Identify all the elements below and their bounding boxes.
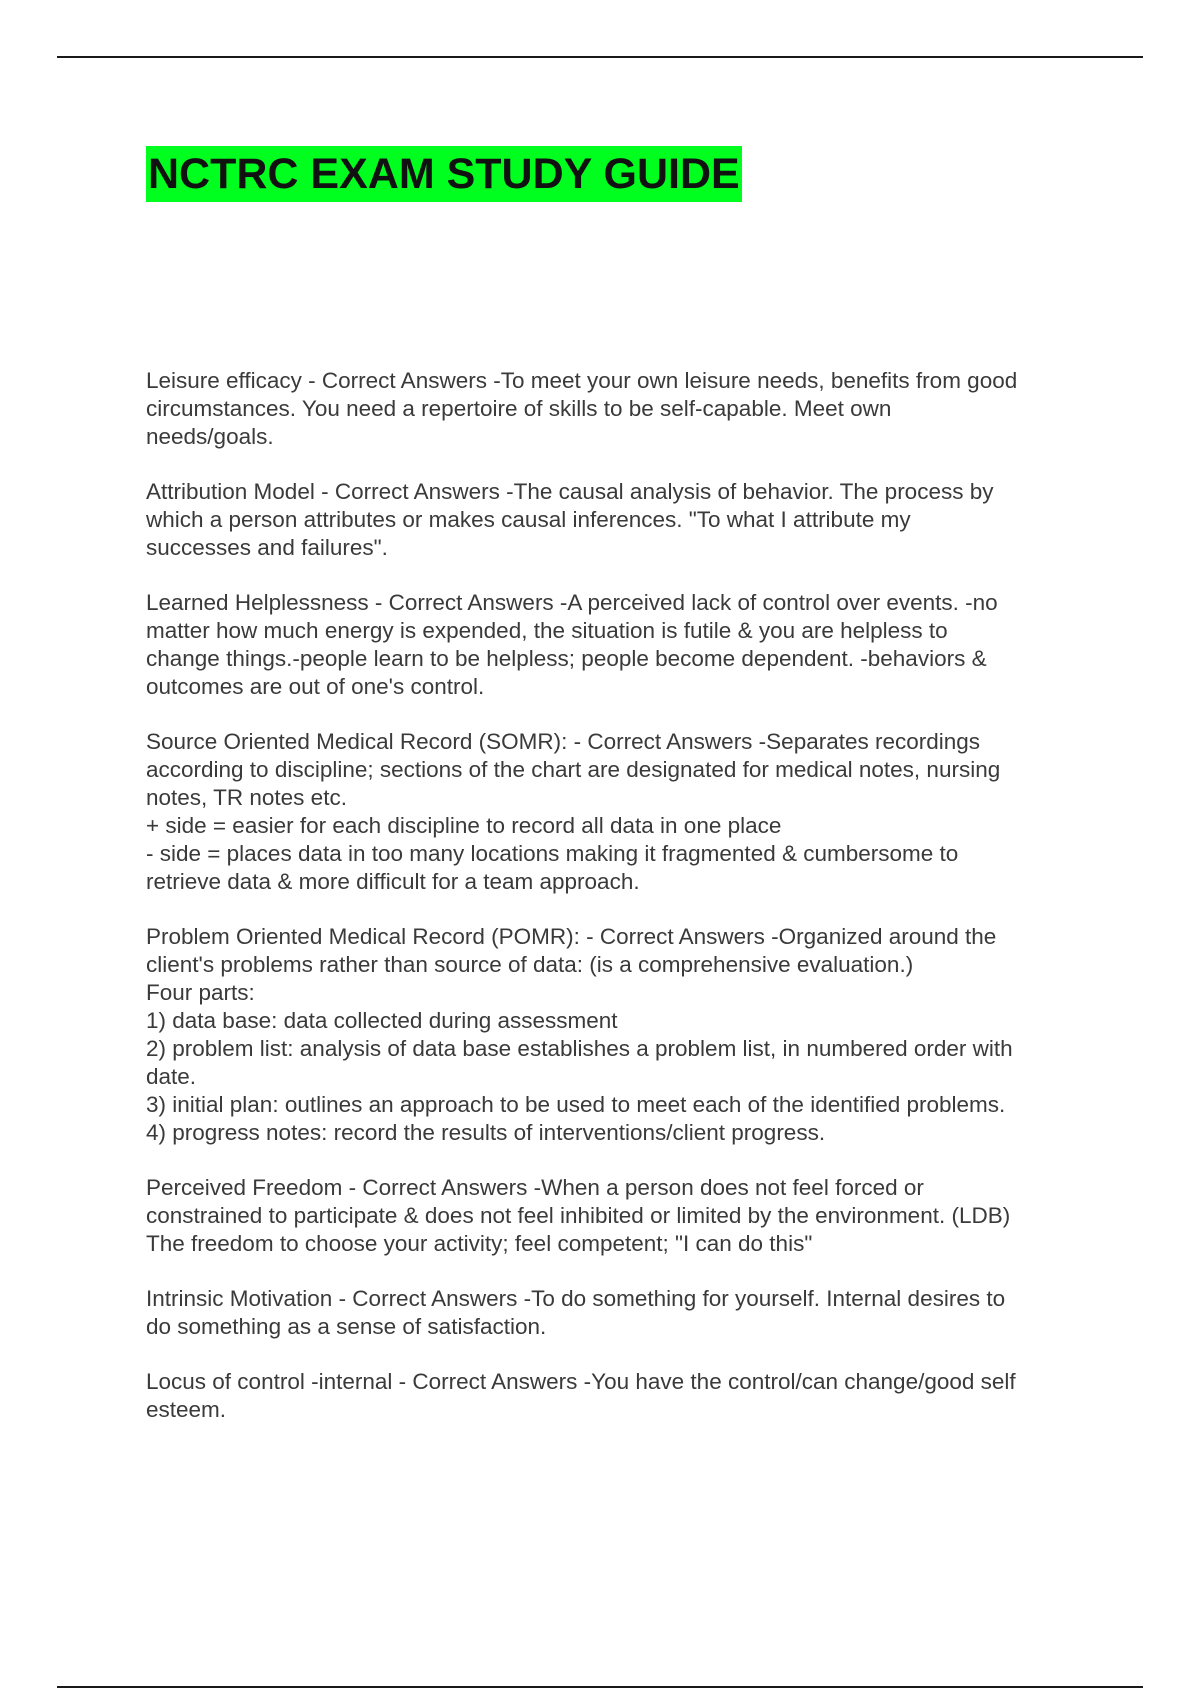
entry-line: which a person attributes or makes causal inferences. "To what I attribute my bbox=[146, 507, 911, 532]
study-entry bbox=[146, 1285, 1096, 1341]
study-entry bbox=[146, 923, 1096, 1147]
study-entry bbox=[146, 728, 1096, 896]
entry-line: date. bbox=[146, 1064, 197, 1089]
entry-line: Locus of control -internal - Correct Answers -You have the control/can change/good self bbox=[146, 1369, 1016, 1394]
study-entry bbox=[146, 478, 1096, 562]
entry-line: 4) progress notes: record the results of interventions/client progress. bbox=[146, 1120, 826, 1145]
study-entry bbox=[146, 1368, 1096, 1424]
page-title: NCTRC EXAM STUDY GUIDE bbox=[146, 146, 742, 202]
entry-line: 2) problem list: analysis of data base establishes a problem list, in numbered order with bbox=[146, 1036, 1013, 1061]
entry-line: 1) data base: data collected during assessment bbox=[146, 1008, 618, 1033]
entry-line: do something as a sense of satisfaction. bbox=[146, 1314, 547, 1339]
study-entry bbox=[146, 1174, 1096, 1258]
entry-line: Problem Oriented Medical Record (POMR): - Correct Answers -Organized around the bbox=[146, 924, 997, 949]
study-guide-entries bbox=[146, 367, 1096, 1451]
entry-line: circumstances. You need a repertoire of skills to be self-capable. Meet own bbox=[146, 396, 892, 421]
entry-line: outcomes are out of one's control. bbox=[146, 674, 485, 699]
entry-line: The freedom to choose your activity; feel competent; "I can do this" bbox=[146, 1231, 813, 1256]
entry-line: according to discipline; sections of the chart are designated for medical notes, nursing bbox=[146, 757, 1001, 782]
entry-line: successes and failures". bbox=[146, 535, 388, 560]
entry-line: client's problems rather than source of data: (is a comprehensive evaluation.) bbox=[146, 952, 914, 977]
study-entry bbox=[146, 367, 1096, 451]
entry-line: esteem. bbox=[146, 1397, 227, 1422]
entry-line: Leisure efficacy - Correct Answers -To meet your own leisure needs, benefits from good bbox=[146, 368, 1018, 393]
entry-line: Attribution Model - Correct Answers -The causal analysis of behavior. The process by bbox=[146, 479, 994, 504]
study-entry bbox=[146, 589, 1096, 701]
entry-line: Four parts: bbox=[146, 980, 255, 1005]
entry-line: needs/goals. bbox=[146, 424, 274, 449]
entry-line: Perceived Freedom - Correct Answers -When a person does not feel forced or bbox=[146, 1175, 924, 1200]
top-rule bbox=[57, 56, 1143, 58]
entry-line: retrieve data & more difficult for a team approach. bbox=[146, 869, 640, 894]
entry-line: Source Oriented Medical Record (SOMR): - Correct Answers -Separates recordings bbox=[146, 729, 981, 754]
entry-line: constrained to participate & does not feel inhibited or limited by the environment. (LDB) bbox=[146, 1203, 1011, 1228]
entry-line: notes, TR notes etc. bbox=[146, 785, 347, 810]
entry-line: - side = places data in too many locations making it fragmented & cumbersome to bbox=[146, 841, 959, 866]
bottom-rule bbox=[57, 1686, 1143, 1688]
entry-line: Learned Helplessness - Correct Answers -A perceived lack of control over events. -no bbox=[146, 590, 998, 615]
entry-line: matter how much energy is expended, the situation is futile & you are helpless to bbox=[146, 618, 948, 643]
entry-line: Intrinsic Motivation - Correct Answers -To do something for yourself. Internal desires to bbox=[146, 1286, 1006, 1311]
entry-line: + side = easier for each discipline to record all data in one place bbox=[146, 813, 782, 838]
entry-line: 3) initial plan: outlines an approach to be used to meet each of the identified problems. bbox=[146, 1092, 1006, 1117]
entry-line: change things.-people learn to be helpless; people become dependent. -behaviors & bbox=[146, 646, 987, 671]
